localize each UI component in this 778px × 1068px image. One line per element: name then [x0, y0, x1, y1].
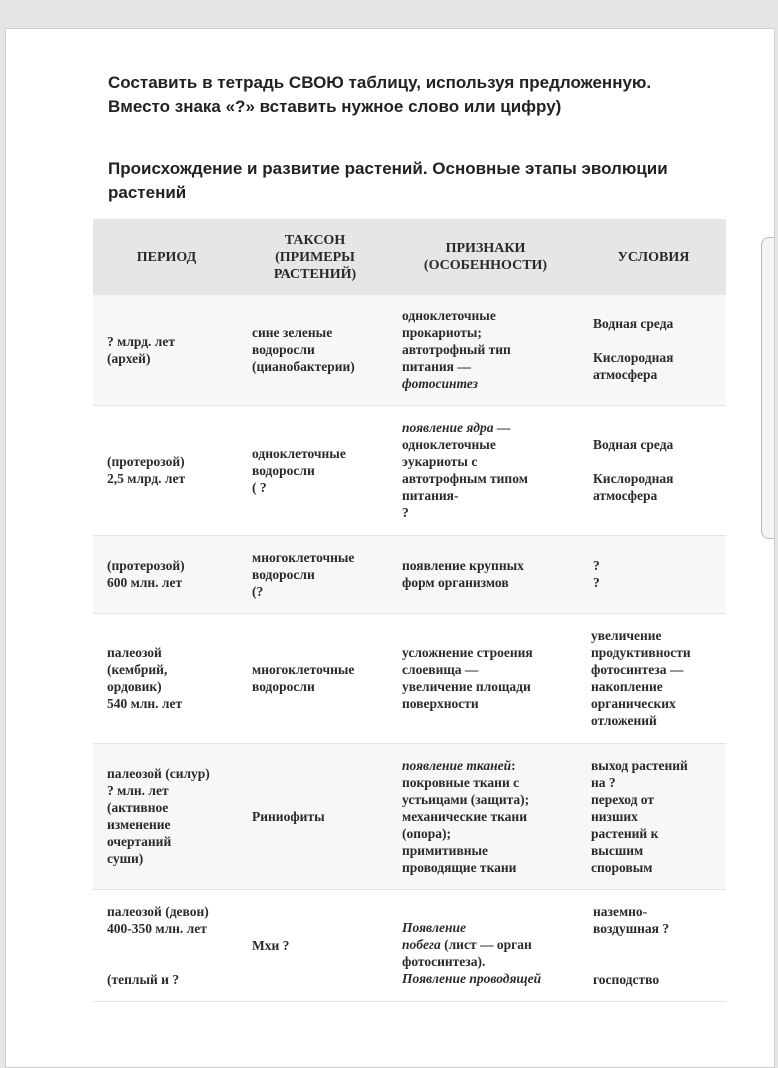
table-row [93, 295, 726, 405]
table-header-row [93, 219, 726, 295]
cell-features: усложнение строения слоевища — увеличение площади поверхности [390, 613, 581, 743]
cell-period: палеозой (девон) 400-350 млн. лет (теплый и ? [93, 889, 240, 1001]
cell-period: палеозой (силур) ? млн. лет (активное изменение очертаний суши) [93, 743, 240, 889]
table-row [93, 613, 726, 743]
cell-features: одноклеточные прокариоты; автотрофный тип питания — фотосинтез [390, 295, 581, 405]
evolution-table [93, 219, 726, 1002]
header-conditions: УСЛОВИЯ [581, 219, 726, 295]
assignment-heading: Составить в тетрадь СВОЮ таблицу, используя предложенную. Вместо знака «?» вставить нужное слово или цифру) [108, 73, 652, 116]
table-row [93, 889, 726, 1001]
cell-taxon: сине зеленые водоросли (цианобактерии) [240, 295, 390, 405]
cell-taxon: многоклеточные водоросли (? [240, 535, 390, 613]
cell-features: появление ядра — одноклеточные эукариоты с автотрофным типом питания- ? [390, 405, 581, 535]
header-taxon: ТАКСОН (ПРИМЕРЫ РАСТЕНИЙ) [240, 219, 390, 295]
header-period: ПЕРИОД [93, 219, 240, 295]
header-features: ПРИЗНАКИ (ОСОБЕННОСТИ) [390, 219, 581, 295]
cell-features: появление тканей: покровные ткани с устьицами (защита); механические ткани (опора); примитивные проводящие ткани [390, 743, 581, 889]
cell-taxon: одноклеточные водоросли ( ? [240, 405, 390, 535]
cell-conditions: выход растений на ? переход от низших растений к высшим споровым [581, 743, 726, 889]
cell-conditions: увеличение продуктивности фотосинтеза — накопление органических отложений [581, 613, 726, 743]
cell-features: Появление побега (лист — орган фотосинтеза). Появление проводящей [390, 889, 581, 1001]
cell-taxon: многоклеточные водоросли [240, 613, 390, 743]
table-row [93, 535, 726, 613]
cell-period: ? млрд. лет (архей) [93, 295, 240, 405]
cell-taxon: Риниофиты [240, 743, 390, 889]
cell-taxon: Мхи ? [240, 889, 390, 1001]
cell-conditions: наземно- воздушная ? господство [581, 889, 726, 1001]
cell-period: (протерозой) 2,5 млрд. лет [93, 405, 240, 535]
cell-conditions: ? ? [581, 535, 726, 613]
cell-features: появление крупных форм организмов [390, 535, 581, 613]
cell-conditions: Водная среда Кислородная атмосфера [581, 405, 726, 535]
cell-conditions: Водная среда Кислородная атмосфера [581, 295, 726, 405]
cell-period: (протерозой) 600 млн. лет [93, 535, 240, 613]
cell-period: палеозой (кембрий, ордовик) 540 млн. лет [93, 613, 240, 743]
table-title: Происхождение и развитие растений. Основные этапы эволюции растений [108, 159, 668, 202]
scroll-handle[interactable] [761, 237, 774, 539]
table-row [93, 743, 726, 889]
table-row [93, 405, 726, 535]
